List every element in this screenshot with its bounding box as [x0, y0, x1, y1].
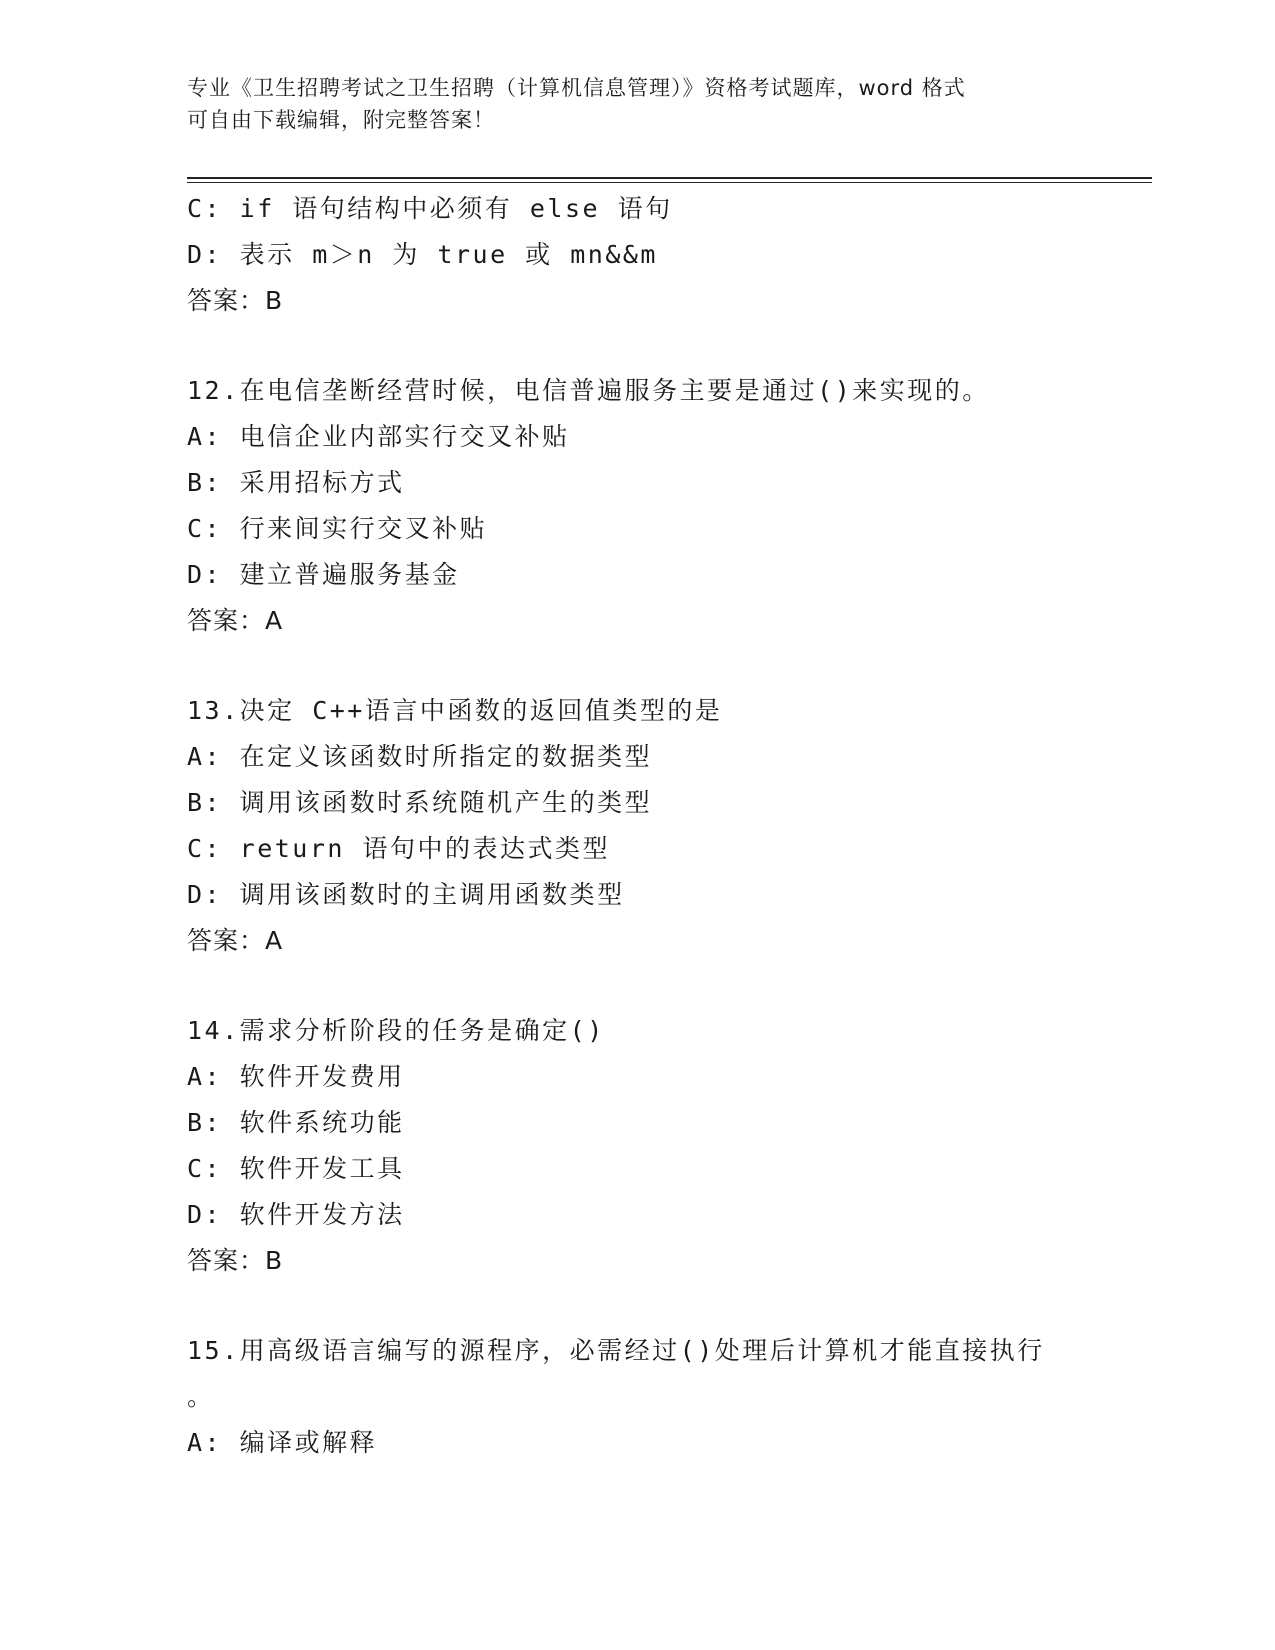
question-block-12	[187, 368, 1117, 644]
question-block-14	[187, 1008, 1117, 1284]
answer-line: 答案：A	[187, 926, 284, 955]
option-b: B: 软件系统功能	[187, 1108, 405, 1137]
option-d: D: 调用该函数时的主调用函数类型	[187, 880, 625, 909]
header-divider-thick	[187, 177, 1152, 179]
spacer	[187, 964, 1117, 1008]
question-text: 14.需求分析阶段的任务是确定()	[187, 1016, 605, 1045]
answer-line: 答案：B	[187, 286, 284, 315]
question-block-11	[187, 186, 1117, 324]
option-d: D: 软件开发方法	[187, 1200, 405, 1229]
spacer	[187, 644, 1117, 688]
question-block-15	[187, 1328, 1117, 1466]
spacer	[187, 324, 1117, 368]
option-a: A: 在定义该函数时所指定的数据类型	[187, 742, 653, 771]
option-d: D: 表示 m＞n 为 true 或 mn&&m	[187, 240, 658, 269]
answer-line: 答案：A	[187, 606, 284, 635]
option-c: C: 行来间实行交叉补贴	[187, 514, 488, 543]
question-text: 13.决定 C++语言中函数的返回值类型的是	[187, 696, 723, 725]
option-c: C: return 语句中的表达式类型	[187, 834, 611, 863]
question-block-13	[187, 688, 1117, 964]
question-list	[187, 186, 1117, 1466]
header-line-1: 专业《卫生招聘考试之卫生招聘（计算机信息管理）》资格考试题库，word 格式	[187, 76, 966, 100]
option-b: B: 采用招标方式	[187, 468, 405, 497]
option-c: C: 软件开发工具	[187, 1154, 405, 1183]
option-a: A: 电信企业内部实行交叉补贴	[187, 422, 570, 451]
spacer	[187, 1284, 1117, 1328]
option-b: B: 调用该函数时系统随机产生的类型	[187, 788, 653, 817]
header-divider-thin	[187, 182, 1152, 183]
document-header	[187, 72, 1087, 136]
option-a: A: 编译或解释	[187, 1428, 378, 1457]
option-c: C: if 语句结构中必须有 else 语句	[187, 194, 673, 223]
question-text: 12.在电信垄断经营时候，电信普遍服务主要是通过()来实现的。	[187, 376, 990, 405]
header-line-2: 可自由下载编辑，附完整答案！	[187, 108, 495, 132]
option-d: D: 建立普遍服务基金	[187, 560, 460, 589]
question-text-wrap: 。	[187, 1382, 213, 1411]
answer-line: 答案：B	[187, 1246, 284, 1275]
question-text: 15.用高级语言编写的源程序，必需经过()处理后计算机才能直接执行	[187, 1336, 1045, 1365]
option-a: A: 软件开发费用	[187, 1062, 405, 1091]
